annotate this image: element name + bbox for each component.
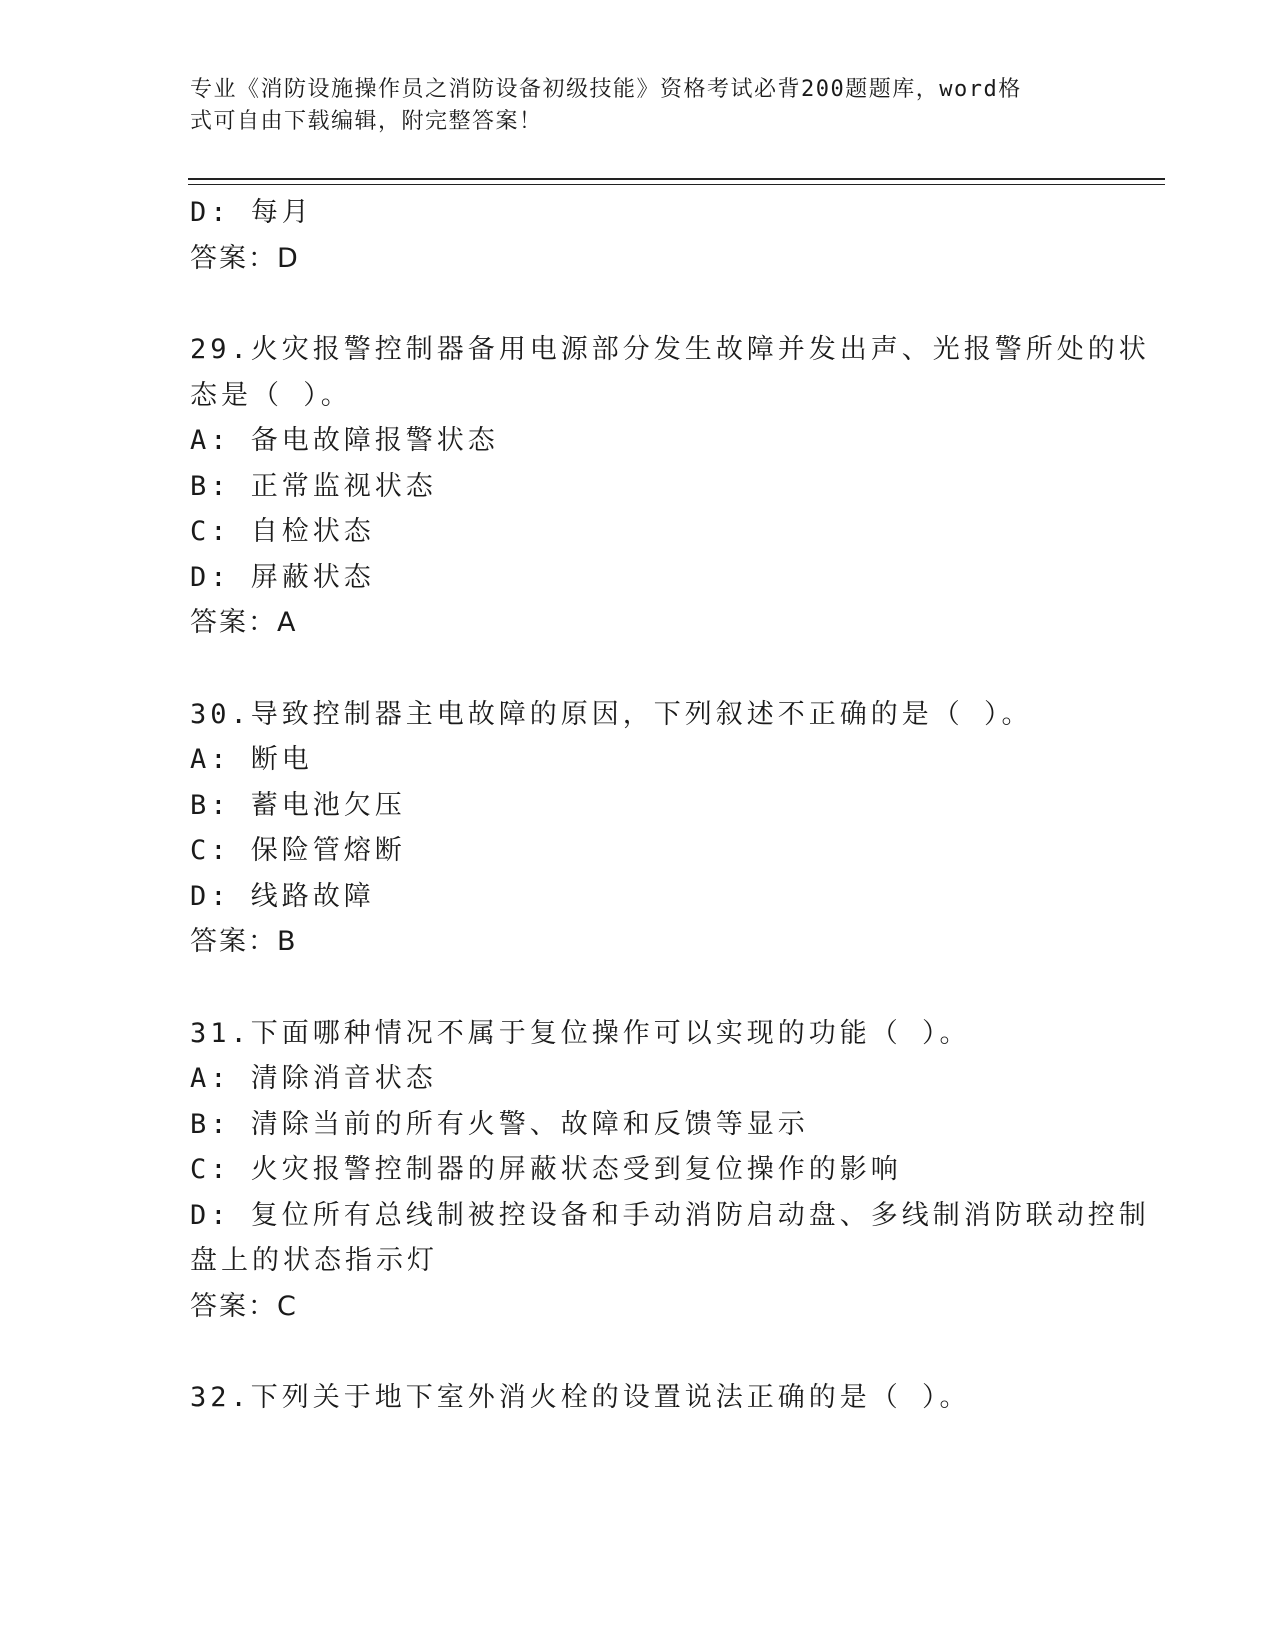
option-b: B: 蓄电池欠压: [190, 789, 406, 821]
option-b: B: 正常监视状态: [190, 470, 437, 502]
option-a: A: 清除消音状态: [190, 1063, 437, 1094]
option-d: D: 线路故障: [190, 880, 375, 912]
question-stem: 32.下列关于地下室外消火栓的设置说法正确的是（ ）。: [190, 1382, 971, 1413]
spacer: [190, 965, 1090, 1011]
option-a: A: 断电: [190, 744, 313, 775]
question-29: [190, 327, 1150, 646]
answer-line: 答案：B: [190, 926, 298, 957]
header-divider: [188, 178, 1165, 185]
spacer: [190, 1329, 1090, 1375]
spacer: [190, 646, 1090, 692]
header-line-1: 专业《消防设施操作员之消防设备初级技能》资格考试必背200题题库，word格: [190, 77, 1022, 102]
question-stem: 31.下面哪种情况不属于复位操作可以实现的功能（ ）。: [190, 1017, 971, 1049]
option-c: C: 火灾报警控制器的屏蔽状态受到复位操作的影响: [190, 1154, 902, 1185]
option-d: D: 屏蔽状态: [190, 561, 375, 593]
question-30: [190, 692, 1090, 965]
answer-line: 答案：D: [190, 242, 300, 274]
option-d: D: 复位所有总线制被控设备和手动消防启动盘、多线制消防联动控制: [190, 1199, 1150, 1231]
answer-line: 答案：C: [190, 1290, 298, 1322]
question-stem: 30.导致控制器主电故障的原因，下列叙述不正确的是（ ）。: [190, 698, 1033, 730]
question-stem: 态是（ ）。: [190, 379, 352, 411]
document-header: [190, 74, 1090, 138]
answer-line: 答案：A: [190, 607, 298, 638]
option-b: B: 清除当前的所有火警、故障和反馈等显示: [190, 1108, 809, 1140]
option-d: D: 每月: [190, 197, 313, 228]
option-c: C: 自检状态: [190, 516, 375, 547]
question-31: [190, 1011, 1150, 1330]
option-d-continued: 盘上的状态指示灯: [190, 1245, 438, 1276]
header-line-2: 式可自由下载编辑，附完整答案！: [190, 109, 543, 134]
question-stem: 29.火灾报警控制器备用电源部分发生故障并发出声、光报警所处的状: [190, 334, 1150, 365]
question-32: [190, 1375, 1090, 1421]
spacer: [190, 281, 1090, 327]
option-c: C: 保险管熔断: [190, 835, 406, 866]
option-a: A: 备电故障报警状态: [190, 425, 499, 456]
question-content: [190, 190, 1150, 1421]
